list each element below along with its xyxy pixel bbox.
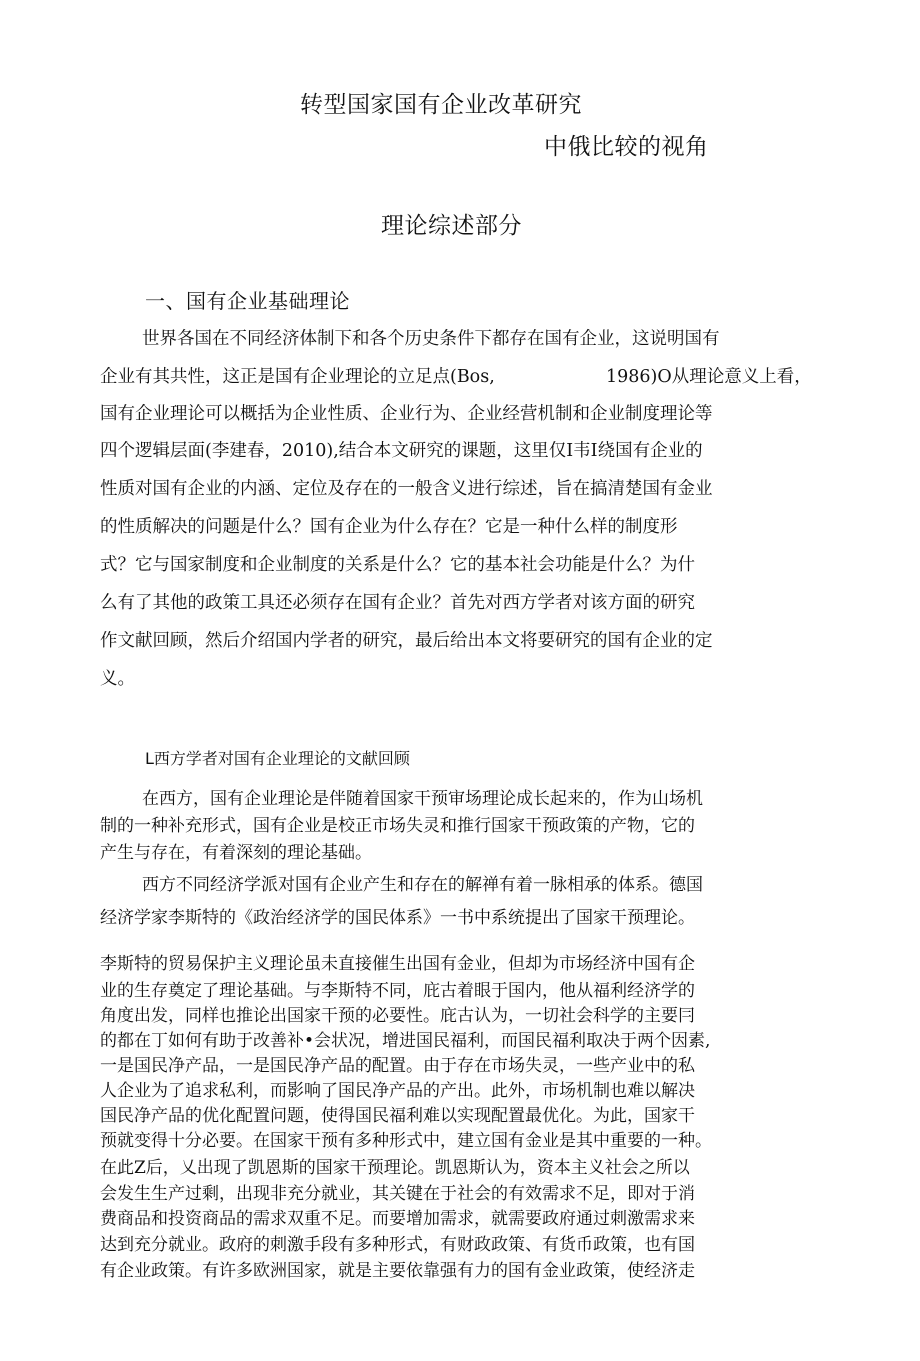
paragraph-line: 1986)O从理论意义上看， bbox=[606, 367, 812, 387]
paragraph-line: 义。 bbox=[100, 669, 135, 689]
paragraph-line: 预就变得十分必要。在国家干预有多种形式中，建立国有金业是其中重要的一种。 bbox=[100, 1131, 712, 1151]
paragraph-line: 在此Z后，乂出现了凯恩斯的国家干预理论。凯恩斯认为，资本主义社会之所以 bbox=[100, 1158, 690, 1178]
document-subtitle: 中俄比较的视角 bbox=[544, 134, 709, 160]
paragraph-line: 世界各国在不同经济体制下和各个历史条件下都存在国有企业，这说明国有 bbox=[142, 329, 720, 349]
paragraph-line: 的都在丁如何有助于改善补•会状况，增进国民福利，而国民福利取决于两个因素, bbox=[100, 1031, 711, 1051]
paragraph-line: 企业有其共性，这正是国有企业理论的立足点(Bos, bbox=[100, 367, 495, 387]
paragraph-line: 四个逻辑层面(李建春，2010),结合本文研究的课题，这里仅I韦I绕国有企业的 bbox=[100, 441, 703, 461]
paragraph-line: 李斯特的贸易保护主义理论虽未直接催生出国有金业，但却为市场经济中国有企 bbox=[100, 954, 695, 974]
paragraph-line: 的性质解决的问题是什么？国有企业为什么存在？它是一种什么样的制度形 bbox=[100, 517, 678, 537]
paragraph-line: 经济学家李斯特的《政治经济学的国民体系》一书中系统提出了国家干预理论。 bbox=[100, 908, 695, 928]
document-title: 转型国家国有企业改革研究 bbox=[300, 92, 582, 118]
paragraph-line: 在西方，国有企业理论是伴随着国家干预审场理论成长起来的，作为山场机 bbox=[142, 789, 703, 809]
paragraph-line: 产生与存在，有着深刻的理论基础。 bbox=[100, 843, 372, 863]
paragraph-line: 国有企业理论可以概括为企业性质、企业行为、企业经营机制和企业制度理论等 bbox=[100, 404, 713, 424]
paragraph-line: 人企业为了追求私利，而影响了国民净产品的产出。此外，市场机制也难以解决 bbox=[100, 1081, 695, 1101]
paragraph-line: 式？它与国家制度和企业制度的关系是什么？它的基本社会功能是什么？为什 bbox=[100, 555, 695, 575]
paragraph-line: 达到充分就业。政府的刺激手段有多种形式，有财政政策、有货币政策，也有国 bbox=[100, 1235, 695, 1255]
paragraph-line: 制的一种补充形式，国有企业是校正市场失灵和推行国家干预政策的产物，它的 bbox=[100, 816, 695, 836]
paragraph-line: 业的生存奠定了理论基础。与李斯特不同，庇古着眼于国内，他从福利经济学的 bbox=[100, 981, 695, 1001]
paragraph-line: 国民净产品的优化配置问题，使得国民福利难以实现配置最优化。为此，国家干 bbox=[100, 1106, 695, 1126]
paragraph-line: 会发生生产过剩，出现非充分就业，其关键在于社会的有效需求不足，即对于消 bbox=[100, 1184, 695, 1204]
heading-1: 一、国有企业基础理论 bbox=[145, 289, 350, 313]
paragraph-line: 费商品和投资商品的需求双重不足。而要增加需求，就需要政府通过刺激需求来 bbox=[100, 1209, 695, 1229]
paragraph-line: 西方不同经济学派对国有企业产生和存在的解禅有着一脉相承的体系。德国 bbox=[142, 875, 703, 895]
paragraph-line: 角度出发，同样也推论出国家干预的必要性。庇古认为，一切社会科学的主要冃 bbox=[100, 1006, 695, 1026]
section-title: 理论综述部分 bbox=[381, 213, 522, 239]
paragraph-line: 有企业政策。有许多欧洲国家，就是主要依靠强有力的国有金业政策，使经济走 bbox=[100, 1261, 695, 1281]
paragraph-line: 么有了其他的政策工具还必须存在国有企业？首先对西方学者对该方面的研究 bbox=[100, 593, 695, 613]
paragraph-line: 作文献回顾，然后介绍国内学者的研究，最后给出本文将要研究的国有企业的定 bbox=[100, 631, 713, 651]
paragraph-line: 一是国民净产品，一是国民净产品的配置。由于存在市场失灵，一些产业中的私 bbox=[100, 1056, 695, 1076]
paragraph-line: 性质对国有企业的内涵、定位及存在的一般含义进行综述，旨在搞清楚国有金业 bbox=[100, 479, 713, 499]
heading-2: L西方学者对国有企业理论的文献回顾 bbox=[145, 749, 410, 768]
